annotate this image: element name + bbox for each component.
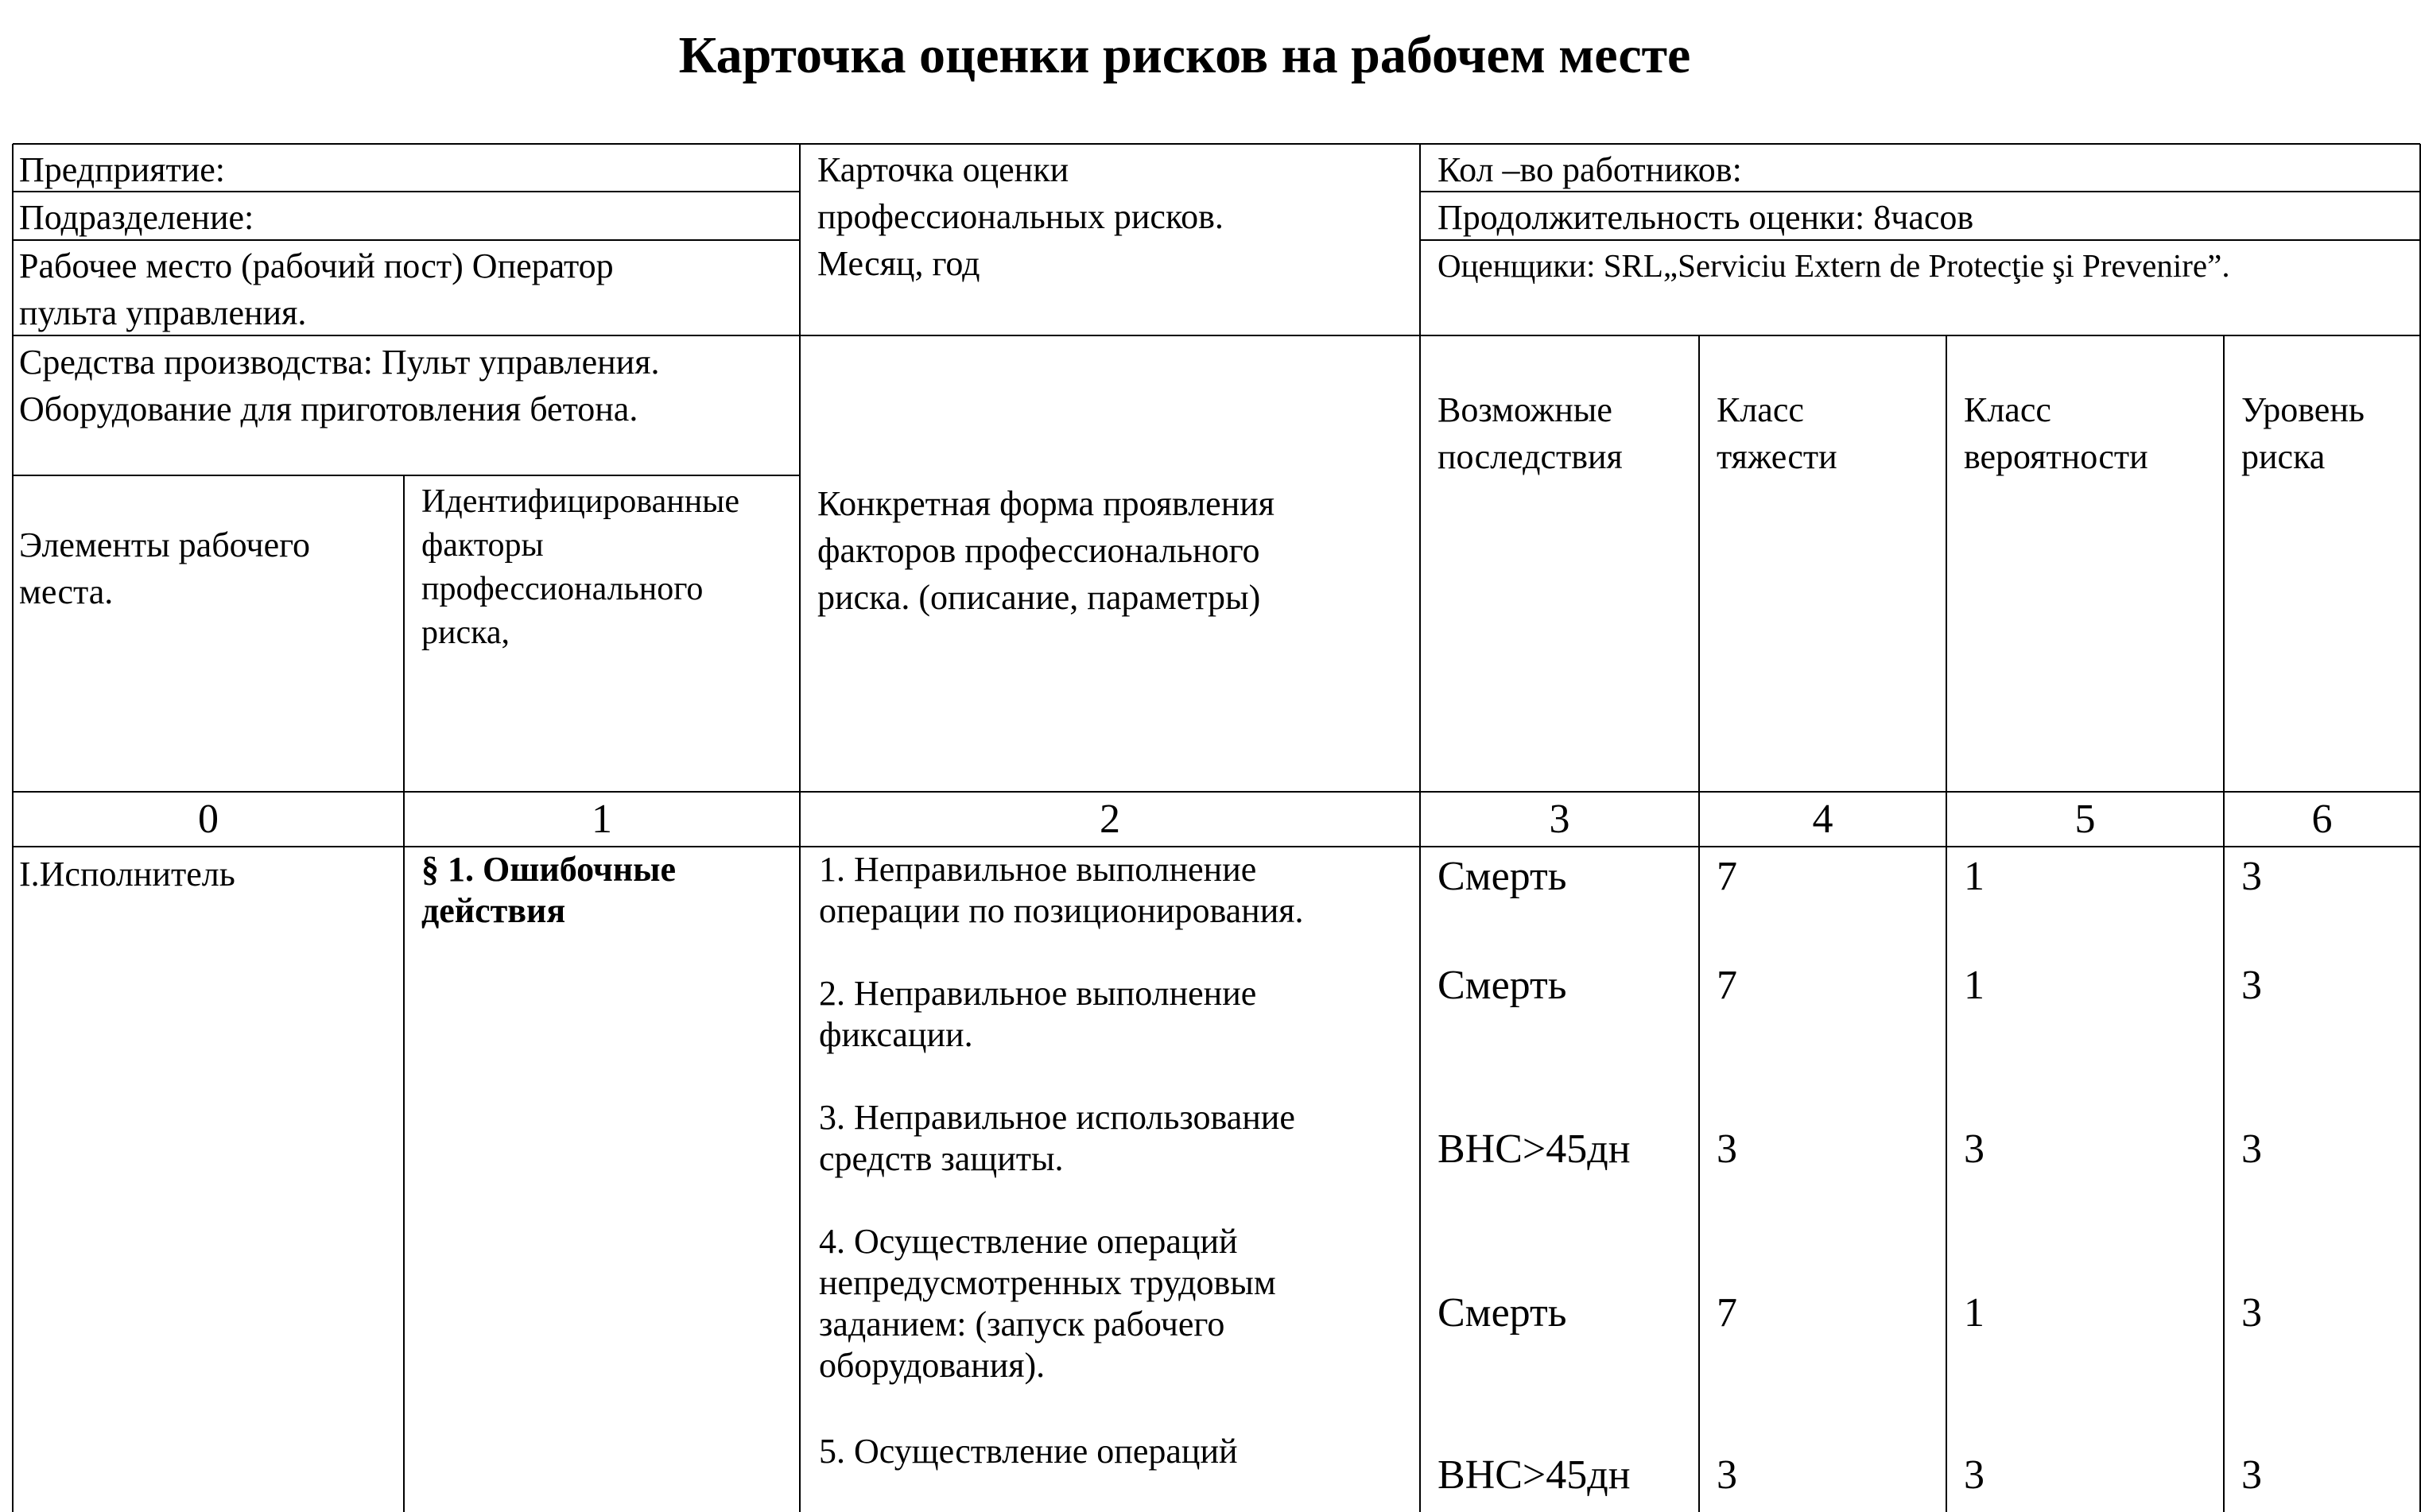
risk-row-3-description: 3. Неправильное использование средств защиты. bbox=[819, 1098, 1295, 1178]
column-number-6: 6 bbox=[2311, 797, 2333, 842]
risk-row-2-description: 2. Неправильное выполнение фиксации. bbox=[819, 974, 1257, 1054]
column-number-0: 0 bbox=[198, 797, 219, 842]
risk-row-4-probability: 1 bbox=[1964, 1290, 1985, 1336]
risk-row-4-consequence: Смерть bbox=[1437, 1290, 1567, 1336]
section-factor: § 1. Ошибочные действия bbox=[421, 850, 677, 930]
evaluators-label: Оценщики: SRL„Serviciu Extern de Protecţie şi Prevenire”. bbox=[1437, 247, 2230, 284]
column-number-1: 1 bbox=[592, 797, 612, 842]
risk-row-4-description: 4. Осуществление операций непредусмотренных трудовым заданием: (запуск рабочего оборудования). bbox=[819, 1222, 1276, 1385]
column-number-3: 3 bbox=[1549, 797, 1570, 842]
risk-row-2-risk: 3 bbox=[2241, 963, 2262, 1008]
card-label: Карточка оценки профессиональных рисков. Месяц, год bbox=[817, 150, 1224, 283]
column-header-form: Конкретная форма проявления факторов профессионального риска. (описание, параметры) bbox=[817, 484, 1275, 617]
risk-row-3-consequence: ВНС>45дн bbox=[1437, 1126, 1631, 1172]
column-header-consequences: Возможные последствия bbox=[1437, 390, 1623, 476]
risk-row-1-probability: 1 bbox=[1964, 854, 1985, 899]
risk-row-4-risk: 3 bbox=[2241, 1290, 2262, 1336]
risk-row-1-risk: 3 bbox=[2241, 854, 2262, 899]
column-header-elements: Элементы рабочего места. bbox=[19, 525, 311, 611]
workers-label: Кол –во работников: bbox=[1437, 150, 1742, 189]
risk-row-5-description: 5. Осуществление операций bbox=[819, 1432, 1238, 1471]
risk-row-2-consequence: Смерть bbox=[1437, 963, 1567, 1008]
enterprise-label: Предприятие: bbox=[19, 150, 225, 189]
risk-row-2-probability: 1 bbox=[1964, 963, 1985, 1008]
risk-row-3-probability: 3 bbox=[1964, 1126, 1985, 1172]
column-number-2: 2 bbox=[1100, 797, 1120, 842]
department-label: Подразделение: bbox=[19, 198, 254, 237]
risk-row-1-description: 1. Неправильное выполнение операции по позиционирования. bbox=[819, 850, 1304, 930]
workplace-label: Рабочее место (рабочий пост) Оператор пульта управления. bbox=[19, 246, 614, 332]
risk-row-1-consequence: Смерть bbox=[1437, 854, 1567, 899]
risk-row-4-severity: 7 bbox=[1717, 1290, 1737, 1336]
column-number-5: 5 bbox=[2074, 797, 2096, 842]
column-number-4: 4 bbox=[1812, 797, 1833, 842]
column-header-risk: Уровень риска bbox=[2241, 390, 2365, 476]
duration-label: Продолжительность оценки: 8часов bbox=[1437, 198, 1974, 237]
risk-row-5-severity: 3 bbox=[1717, 1452, 1737, 1498]
risk-row-5-consequence: ВНС>45дн bbox=[1437, 1452, 1631, 1498]
section-element: I.Исполнитель bbox=[19, 855, 235, 894]
risk-row-3-severity: 3 bbox=[1717, 1126, 1737, 1172]
risk-row-1-severity: 7 bbox=[1717, 854, 1737, 899]
risk-row-2-severity: 7 bbox=[1717, 963, 1737, 1008]
risk-row-3-risk: 3 bbox=[2241, 1126, 2262, 1172]
risk-row-5-risk: 3 bbox=[2241, 1452, 2262, 1498]
means-of-production: Средства производства: Пульт управления. Оборудование для приготовления бетона. bbox=[19, 343, 660, 428]
column-header-factors: Идентифицированные факторы профессионального риска, bbox=[421, 483, 740, 651]
risk-row-5-probability: 3 bbox=[1964, 1452, 1985, 1498]
column-header-probability: Класс вероятности bbox=[1964, 390, 2148, 476]
column-header-severity: Класс тяжести bbox=[1717, 390, 1837, 476]
page-title: Карточка оценки рисков на рабочем месте bbox=[678, 26, 1691, 84]
